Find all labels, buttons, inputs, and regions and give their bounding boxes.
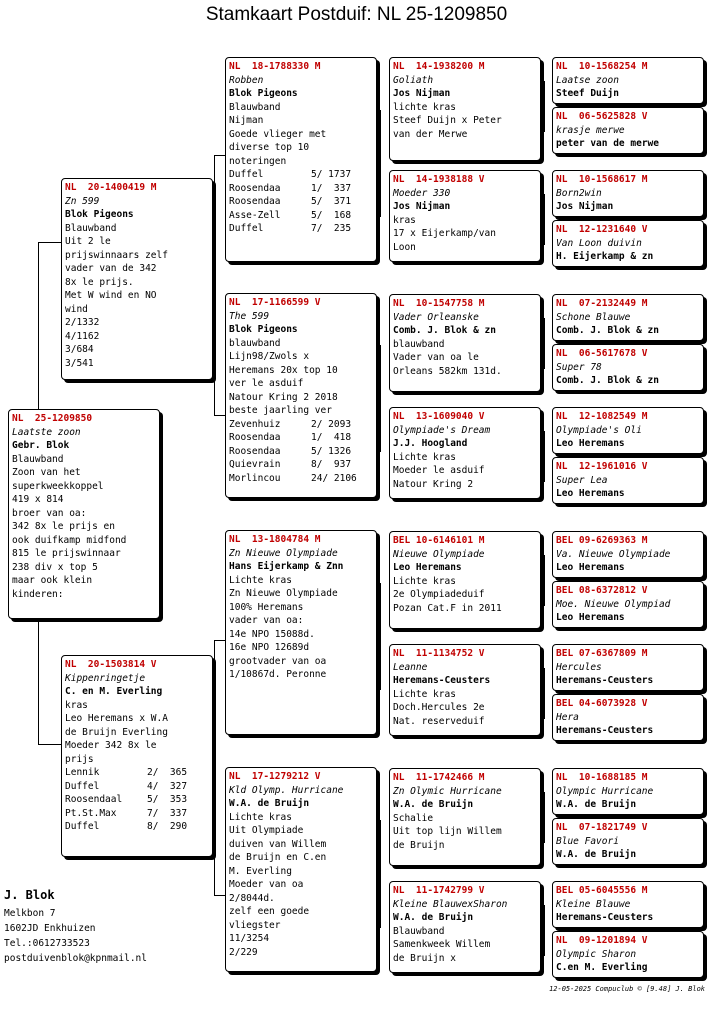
ring-number: NL 11-1742466 M	[393, 772, 485, 783]
info-line: prijswinnaars zelf	[65, 249, 168, 261]
owner-name: Steef Duijn	[556, 88, 619, 99]
info-line: superkweekkoppel	[12, 480, 104, 492]
great-grandparent-card[interactable]	[389, 644, 541, 736]
info-line: Zoon van het	[12, 467, 81, 478]
ring-number: NL 06-5617678 V	[556, 348, 648, 359]
connector-line	[544, 668, 545, 719]
info-line: Zn Nieuwe Olympiade	[229, 588, 338, 599]
owner-name: Jos Nijman	[393, 88, 451, 99]
owner-name: Leo Heremans	[556, 438, 625, 449]
ring-number: NL 12-1231640 V	[556, 224, 648, 235]
pigeon-name: Hera	[556, 711, 579, 723]
info-line: 4/1162	[65, 330, 100, 342]
info-line: 3/541	[65, 357, 94, 369]
ring-number: BEL 07-6367809 M	[556, 648, 648, 659]
info-line: Moeder 342 8x le	[65, 740, 157, 751]
info-line: 419 x 814	[12, 494, 64, 505]
info-line: 1/10867d. Peronne	[229, 669, 327, 680]
info-line: Uit 2 le	[65, 236, 111, 247]
connector-line	[544, 555, 545, 606]
connector-line	[214, 895, 225, 896]
info-line: Blauwband	[65, 222, 117, 234]
info-line: vliegster	[229, 919, 281, 931]
breeder-address: Melkbon 7	[4, 908, 56, 919]
owner-name: H. Eijerkamp & zn	[556, 251, 654, 262]
ring-number: NL 25-1209850	[12, 413, 93, 424]
great-great-grandparent-card[interactable]	[552, 881, 704, 928]
info-line: kinderen:	[12, 588, 64, 600]
race-result: Roosendaal 5/ 353	[65, 794, 188, 805]
owner-name: Gebr. Blok	[12, 440, 70, 451]
ring-number: NL 14-1938200 M	[393, 61, 485, 72]
pigeon-name: Robben	[229, 74, 264, 86]
info-line: 100% Heremans	[229, 601, 304, 613]
info-line: 2/1332	[65, 317, 100, 328]
info-line: noteringen	[229, 155, 287, 167]
owner-name: Leo Heremans	[556, 488, 625, 499]
ring-number: NL 14-1938188 V	[393, 174, 485, 185]
ring-number: NL 10-1568617 M	[556, 174, 648, 185]
info-line: Moeder van oa	[229, 879, 304, 890]
race-result: Pt.St.Max 7/ 337	[65, 807, 188, 819]
info-line: vader van de 342	[65, 263, 157, 274]
info-line: Loon	[393, 241, 416, 253]
info-line: vader van oa:	[229, 615, 304, 626]
ring-number: NL 10-1688185 M	[556, 772, 648, 783]
page-title: Stamkaart Postduif: NL 25-1209850	[205, 4, 508, 25]
info-line: Orleans 582km 131d.	[393, 365, 502, 377]
great-great-grandparent-card[interactable]	[552, 57, 704, 104]
connector-line	[380, 583, 381, 690]
connector-line	[380, 345, 381, 452]
info-line: Moeder le asduif	[393, 465, 485, 476]
great-great-grandparent-card[interactable]	[552, 407, 704, 454]
breeder-phone: Tel.:0612733523	[4, 938, 90, 949]
info-line: ver le asduif	[229, 378, 304, 389]
ring-number: NL 18-1788330 M	[229, 61, 321, 72]
pigeon-name: Moe. Nieuwe Olympiad	[556, 598, 671, 610]
owner-name: Heremans-Ceusters	[556, 675, 654, 686]
pigeon-name: Super Lea	[556, 474, 608, 486]
pigeon-name: krasje merwe	[556, 124, 625, 136]
ring-number: NL 20-1503814 V	[65, 659, 157, 670]
grandparent-card[interactable]	[225, 767, 377, 972]
ring-number: NL 12-1961016 V	[556, 461, 648, 472]
owner-name: Leo Heremans	[393, 562, 462, 573]
info-line: grootvader van oa	[229, 655, 327, 667]
info-line: Natour Kring 2	[393, 478, 474, 490]
info-line: van der Merwe	[393, 128, 468, 140]
info-line: Samenkweek Willem	[393, 939, 491, 950]
owner-name: peter van de merwe	[556, 138, 659, 149]
info-line: Heremans 20x top 10	[229, 364, 338, 376]
connector-line	[544, 318, 545, 369]
pigeon-name: Blue Favori	[556, 835, 619, 847]
great-great-grandparent-card[interactable]	[552, 220, 704, 267]
owner-name: W.A. de Bruijn	[393, 912, 474, 923]
great-great-grandparent-card[interactable]	[552, 931, 704, 978]
ring-number: NL 07-1821749 V	[556, 822, 648, 833]
great-great-grandparent-card[interactable]	[552, 768, 704, 815]
pigeon-name: Laatste zoon	[12, 426, 81, 438]
info-line: kras	[393, 214, 416, 226]
info-line: 342 8x le prijs en	[12, 521, 115, 532]
info-line: diverse top 10	[229, 142, 310, 153]
info-line: lichte kras	[393, 101, 456, 113]
great-great-grandparent-card[interactable]	[552, 457, 704, 504]
pigeon-name: Kleine Blauwe	[556, 898, 631, 910]
sire-card[interactable]	[61, 178, 213, 380]
info-line: ook duifkamp midfond	[12, 534, 127, 546]
ring-number: BEL 05-6045556 M	[556, 885, 648, 896]
connector-line	[38, 744, 61, 745]
info-line: blauwband	[393, 338, 445, 350]
info-line: Met W wind en NO	[65, 290, 157, 301]
footer-note: 12-05-2025 Compuclub © [9.48] J. Blok	[549, 985, 705, 993]
info-line: 2/8044d.	[229, 892, 275, 904]
ring-number: BEL 10-6146101 M	[393, 535, 485, 546]
pigeon-name: Nieuwe Olympiade	[393, 548, 485, 560]
ring-number: NL 09-1201894 V	[556, 935, 648, 946]
race-result: Duffel 5/ 1737	[229, 169, 352, 180]
owner-name: Leo Heremans	[556, 612, 625, 623]
owner-name: J.J. Hoogland	[393, 438, 468, 449]
pigeon-name: Zn 599	[65, 195, 100, 207]
race-result: Roosendaa 1/ 418	[229, 432, 352, 443]
great-great-grandparent-card[interactable]	[552, 531, 704, 578]
owner-name: Leo Heremans	[556, 562, 625, 573]
owner-name: W.A. de Bruijn	[556, 799, 637, 810]
great-great-grandparent-card[interactable]	[552, 170, 704, 217]
pigeon-name: Laatse zoon	[556, 74, 619, 86]
info-line: Lichte kras	[229, 574, 292, 586]
info-line: Lichte kras	[229, 811, 292, 823]
info-line: 815 le prijswinnaar	[12, 548, 121, 559]
info-line: Lichte kras	[393, 688, 456, 700]
pigeon-name: Schone Blauwe	[556, 311, 631, 323]
info-line: 11/3254	[229, 933, 270, 944]
info-line: 17 x Eijerkamp/van	[393, 228, 496, 239]
info-line: Blauwband	[393, 925, 445, 937]
info-line: prijs	[65, 753, 94, 765]
breeder-info	[4, 888, 147, 966]
great-great-grandparent-card[interactable]	[552, 644, 704, 691]
dam-card[interactable]	[61, 655, 213, 857]
ring-number: NL 17-1166599 V	[229, 297, 321, 308]
owner-name: Jos Nijman	[393, 201, 451, 212]
race-result: Duffel 8/ 290	[65, 821, 188, 832]
owner-name: Comb. J. Blok & zn	[556, 375, 659, 386]
info-line: 16e NPO 12689d	[229, 642, 310, 653]
info-line: Natour Kring 2 2018	[229, 391, 338, 403]
race-result: Morlincou 24/ 2106	[229, 472, 357, 484]
ring-number: NL 11-1134752 V	[393, 648, 485, 659]
info-line: 3/684	[65, 344, 94, 355]
race-result: Quievrain 8/ 937	[229, 459, 352, 470]
race-result: Asse-Zell 5/ 168	[229, 209, 352, 221]
info-line: Goede vlieger met	[229, 128, 327, 140]
owner-name: W.A. de Bruijn	[393, 799, 474, 810]
owner-name: W.A. de Bruijn	[229, 798, 310, 809]
pigeon-name: Hercules	[556, 661, 602, 673]
info-line: Pozan Cat.F in 2011	[393, 602, 502, 614]
owner-name: Heremans-Ceusters	[556, 725, 654, 736]
connector-line	[214, 155, 215, 415]
great-great-grandparent-card[interactable]	[552, 694, 704, 741]
info-line: Steef Duijn x Peter	[393, 115, 502, 126]
owner-name: Comb. J. Blok & zn	[393, 325, 496, 336]
pigeon-name: Moeder 330	[393, 187, 451, 199]
ring-number: BEL 04-6073928 V	[556, 698, 648, 709]
great-grandparent-card[interactable]	[389, 768, 541, 866]
info-line: kras	[65, 699, 88, 711]
pigeon-name: Zn Nieuwe Olympiade	[229, 547, 338, 559]
ring-number: NL 13-1609040 V	[393, 411, 485, 422]
owner-name: Heremans-Ceusters	[556, 912, 654, 923]
great-grandparent-card[interactable]	[389, 531, 541, 629]
info-line: Blauwband	[229, 101, 281, 113]
connector-line	[214, 415, 225, 416]
info-line: Schalie	[393, 812, 434, 824]
connector-line	[214, 640, 225, 641]
pigeon-name: Goliath	[393, 74, 434, 86]
info-line: Lichte kras	[393, 575, 456, 587]
breeder-email[interactable]: postduivenblok@kpnmail.nl	[4, 953, 147, 964]
ring-number: NL 11-1742799 V	[393, 885, 485, 896]
grandparent-card[interactable]	[225, 530, 377, 735]
pigeon-name: The 599	[229, 310, 270, 322]
great-great-grandparent-card[interactable]	[552, 107, 704, 154]
ring-number: NL 17-1279212 V	[229, 771, 321, 782]
connector-line	[544, 194, 545, 245]
info-line: de Bruijn Everling	[65, 726, 168, 738]
connector-line	[380, 820, 381, 928]
great-grandparent-card[interactable]	[389, 294, 541, 392]
grandparent-card[interactable]	[225, 57, 377, 262]
owner-name: C. en M. Everling	[65, 686, 163, 697]
great-great-grandparent-card[interactable]	[552, 581, 704, 628]
connector-line	[214, 640, 215, 895]
owner-name: Comb. J. Blok & zn	[556, 325, 659, 336]
info-line: Uit top lijn Willem	[393, 826, 502, 837]
info-line: Lijn98/Zwols x	[229, 351, 310, 362]
race-result: Duffel 7/ 235	[229, 223, 352, 234]
ring-number: NL 20-1400419 M	[65, 182, 157, 193]
connector-line	[380, 110, 381, 217]
ring-number: NL 12-1082549 M	[556, 411, 648, 422]
ring-number: NL 10-1568254 M	[556, 61, 648, 72]
info-line: Leo Heremans x W.A	[65, 713, 168, 724]
breeder-city: 1602JD Enkhuizen	[4, 923, 96, 934]
ring-number: NL 06-5625828 V	[556, 111, 648, 122]
connector-line	[214, 155, 225, 156]
info-line: 2/229	[229, 946, 258, 958]
ring-number: NL 13-1804784 M	[229, 534, 321, 545]
great-great-grandparent-card[interactable]	[552, 818, 704, 865]
pigeon-name: Van Loon duivin	[556, 237, 642, 249]
owner-name: Heremans-Ceusters	[393, 675, 491, 686]
info-line: 14e NPO 15088d.	[229, 628, 315, 640]
ring-number: NL 07-2132449 M	[556, 298, 648, 309]
info-line: 8x le prijs.	[65, 276, 134, 288]
connector-line	[544, 905, 545, 956]
great-great-grandparent-card[interactable]	[552, 344, 704, 391]
owner-name: W.A. de Bruijn	[556, 849, 637, 860]
info-line: Uit Olympiade	[229, 825, 304, 836]
great-grandparent-card[interactable]	[389, 407, 541, 499]
info-line: de Bruijn	[393, 839, 445, 851]
pigeon-name: Kld Olymp. Hurricane	[229, 784, 344, 796]
info-line: Vader van oa le	[393, 352, 479, 363]
info-line: beste jaarling ver	[229, 405, 332, 416]
race-result: Roosendaa 1/ 337	[229, 182, 352, 194]
subject-pigeon-card[interactable]	[8, 409, 160, 619]
owner-name: Jos Nijman	[556, 201, 614, 212]
pigeon-name: Born2win	[556, 187, 602, 199]
pigeon-name: Kippenringetje	[65, 672, 146, 684]
race-result: Zevenhuiz 2/ 2093	[229, 418, 352, 430]
info-line: de Bruijn en C.en	[229, 852, 327, 863]
info-line: 2e Olympiadeduif	[393, 589, 485, 600]
info-line: 238 div x top 5	[12, 561, 98, 573]
owner-name: Blok Pigeons	[65, 209, 134, 220]
info-line: Nat. reserveduif	[393, 715, 485, 727]
pigeon-name: Olympiade's Oli	[556, 424, 642, 436]
great-grandparent-card[interactable]	[389, 881, 541, 973]
owner-name: Blok Pigeons	[229, 88, 298, 99]
grandparent-card[interactable]	[225, 293, 377, 498]
pigeon-name: Super 78	[556, 361, 602, 373]
info-line: blauwband	[229, 337, 281, 349]
connector-line	[544, 431, 545, 482]
race-result: Duffel 4/ 327	[65, 780, 188, 792]
pigeon-name: Leanne	[393, 661, 428, 673]
race-result: Roosendaa 5/ 371	[229, 196, 352, 207]
owner-name: Hans Eijerkamp & Znn	[229, 561, 344, 572]
great-great-grandparent-card[interactable]	[552, 294, 704, 341]
ring-number: BEL 09-6269363 M	[556, 535, 648, 546]
pigeon-name: Vader Orleanske	[393, 311, 479, 323]
info-line: duiven van Willem	[229, 838, 327, 850]
pigeon-name: Kleine BlauwexSharon	[393, 898, 508, 910]
info-line: M. Everling	[229, 865, 292, 877]
ring-number: BEL 08-6372812 V	[556, 585, 648, 596]
breeder-name: J. Blok	[4, 888, 55, 902]
info-line: maar ook klein	[12, 575, 93, 586]
connector-line	[544, 792, 545, 843]
owner-name: C.en M. Everling	[556, 962, 648, 973]
info-line: broer van oa:	[12, 507, 87, 519]
pigeon-name: Olympiade's Dream	[393, 424, 491, 436]
race-result: Roosendaa 5/ 1326	[229, 445, 352, 457]
info-line: Blauwband	[12, 453, 64, 465]
pigeon-name: Olympic Sharon	[556, 948, 637, 960]
great-grandparent-card[interactable]	[389, 57, 541, 161]
pigeon-name: Va. Nieuwe Olympiade	[556, 548, 671, 560]
great-grandparent-card[interactable]	[389, 170, 541, 262]
ring-number: NL 10-1547758 M	[393, 298, 485, 309]
pigeon-name: Zn Olymic Hurricane	[393, 785, 502, 797]
info-line: de Bruijn x	[393, 952, 456, 964]
info-line: Nijman	[229, 115, 264, 126]
info-line: Doch.Hercules 2e	[393, 702, 485, 713]
connector-line	[544, 81, 545, 132]
info-line: wind	[65, 303, 88, 315]
owner-name: Blok Pigeons	[229, 324, 298, 335]
info-line: Lichte kras	[393, 451, 456, 463]
info-line: zelf een goede	[229, 906, 310, 917]
connector-line	[38, 242, 61, 243]
pigeon-name: Olympic Hurricane	[556, 785, 654, 797]
race-result: Lennik 2/ 365	[65, 767, 188, 778]
